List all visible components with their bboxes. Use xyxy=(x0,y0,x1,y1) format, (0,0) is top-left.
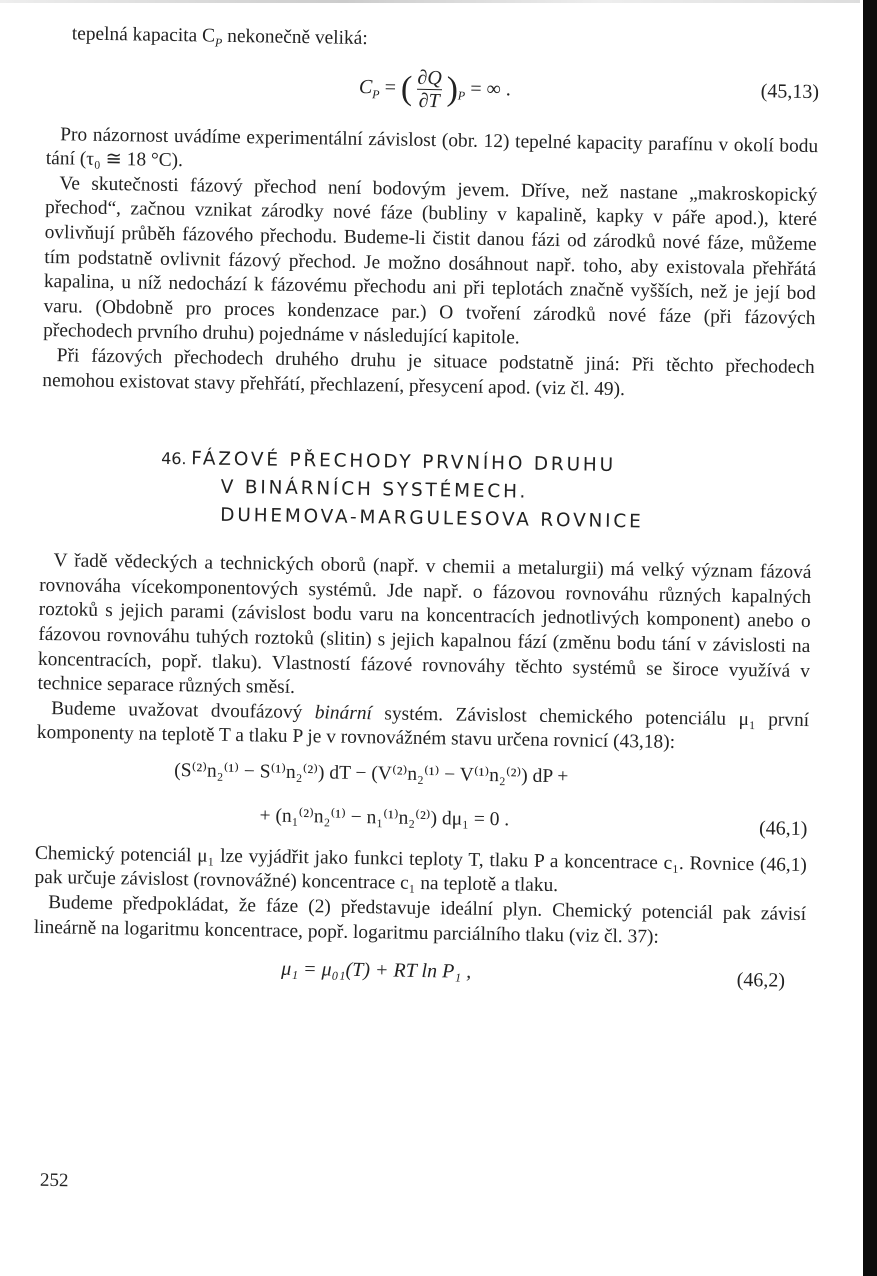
binary-italic: binární xyxy=(314,701,373,724)
equation-number-46-2: (46,2) xyxy=(736,969,786,992)
paragraph-ideal-gas: Budeme předpokládat, že fáze (2) představuje ideální plyn. Chemický potenciál pak závisí lineárně na logaritmu koncentrace, popř. logaritmu parciálního tlaku (viz čl. 37): xyxy=(33,892,807,948)
paragraph-second-order: Při fázových přechodech druhého druhu je situace podstatně jiná: Při těchto přechodech nemohou existovat stavy přehřátí, přechlazení, přesycení apod. (viz čl. 49). xyxy=(42,345,815,400)
eq-frac-den: ∂T xyxy=(418,89,440,112)
eq-frac-num: ∂Q xyxy=(417,66,442,89)
eq-lhs: C xyxy=(358,75,373,98)
intro-text: tepelná kapacita C xyxy=(71,23,216,47)
section-title-line-2: V BINÁRNÍCH SYSTÉMECH. xyxy=(220,476,529,503)
intro-sub: P xyxy=(214,35,223,50)
scan-top-edge xyxy=(0,0,860,3)
section-title-line-1: FÁZOVÉ PŘECHODY PRVNÍHO DRUHU xyxy=(190,448,617,477)
section-title-line-3: DUHEMOVA-MARGULESOVA ROVNICE xyxy=(220,504,644,533)
eq-rhs: = ∞ . xyxy=(470,77,512,100)
equation-45-13-body: $C_P$ = ( $\frac{\partial Q}{\partial T}$ )$_P$ = ∞ . xyxy=(358,66,512,112)
binary-text-a: Budeme uvažovat dvoufázový xyxy=(51,697,315,723)
eq-lhs-sub: P xyxy=(372,86,380,101)
paragraph-paraffin: Pro názornost uvádíme experimentální závislost (obr. 12) tepelné kapacity parafínu v okolí bodu tání (τ₀ ≅ 18 °C). xyxy=(45,123,819,172)
binary-text-c: systém. Závislost chemického potenciálu μ₁ první komponenty na teplotě T a tlaku P je v rovnovážném stavu určena rovnicí (43,18): xyxy=(36,702,810,754)
equation-46-1-line-2: + (n₁⁽²⁾n₂⁽¹⁾ − n₁⁽¹⁾n₂⁽²⁾) dμ₁ = 0 . xyxy=(259,805,510,831)
paragraph-nucleation: Ve skutečnosti fázový přechod není bodovým jevem. Dříve, než nastane „makroskopický přechod“, začnou vznikat zárodky nové fáze (bubliny v kapalině, kapky v páře apod.), které ovlivňují průběh fázového přechodu. Budeme-li čistit danou fázi od zárodků nové fáze, můžeme tím podstatně ovlivnit fázový přechod. Je možno dosáhnout např. toho, aby existovala přehřátá kapalina, u níž nedochází k fázovému přechodu ani při teplotách značně vyšších, než je její bod varu. (Obdobně pro proces kondenzace par.) O tvoření zárodků nové fáze (při fázových přechodech prvního druhu) pojednáme v následující kapitole. xyxy=(42,172,818,349)
equation-46-1 xyxy=(35,746,808,854)
equation-46-1-line-1: (S⁽²⁾n₂⁽¹⁾ − S⁽¹⁾n₂⁽²⁾) dT − (V⁽²⁾n₂⁽¹⁾ − V⁽¹⁾n₂⁽²⁾) dP + xyxy=(174,759,569,788)
paragraph-chemical-potential: Chemický potenciál μ₁ lze vyjádřit jako funkci teploty T, tlaku P a koncentrace c₁. Rovnice (46,1) pak určuje závislost (rovnovážné) koncentrace c₁ na teplotě a tlaku. xyxy=(34,842,808,897)
scan-right-edge xyxy=(863,0,877,1276)
equation-45-13 xyxy=(47,47,820,129)
section-number: 46. xyxy=(161,448,187,469)
equation-46-2-body: μ₁ = μ₀₁(T) + RT ln P₁ , xyxy=(280,958,472,984)
eq-frac-sub: P xyxy=(457,88,466,103)
equation-number-46-1: (46,1) xyxy=(758,817,808,840)
page-content xyxy=(33,22,820,1008)
paragraph-phase-equilibrium: V řadě vědeckých a technických oborů (např. v chemii a metalurgii) má velký význam fázová rovnováha vícekomponentových systémů. Jde např. o fázovou rovnováhu různých kapalných roztoků s jejich parami (závislost bodu varu na koncentracích jednotlivých komponent) anebo o fázovou rovnováhu tuhých roztoků (slitin) s jejich kapalnou fází (změnu bodu tání v závislosti na koncentracích, popř. tlaku). Vlastností fázové rovnováhy těchto systémů se široce využívá v technice separace různých směsí. xyxy=(37,550,812,699)
section-heading xyxy=(40,443,813,539)
equation-46-2 xyxy=(33,940,806,1008)
page-number: 252 xyxy=(39,1169,69,1192)
equation-number-45-13: (45,13) xyxy=(760,79,820,103)
intro-tail: nekonečně veliká: xyxy=(222,25,368,50)
